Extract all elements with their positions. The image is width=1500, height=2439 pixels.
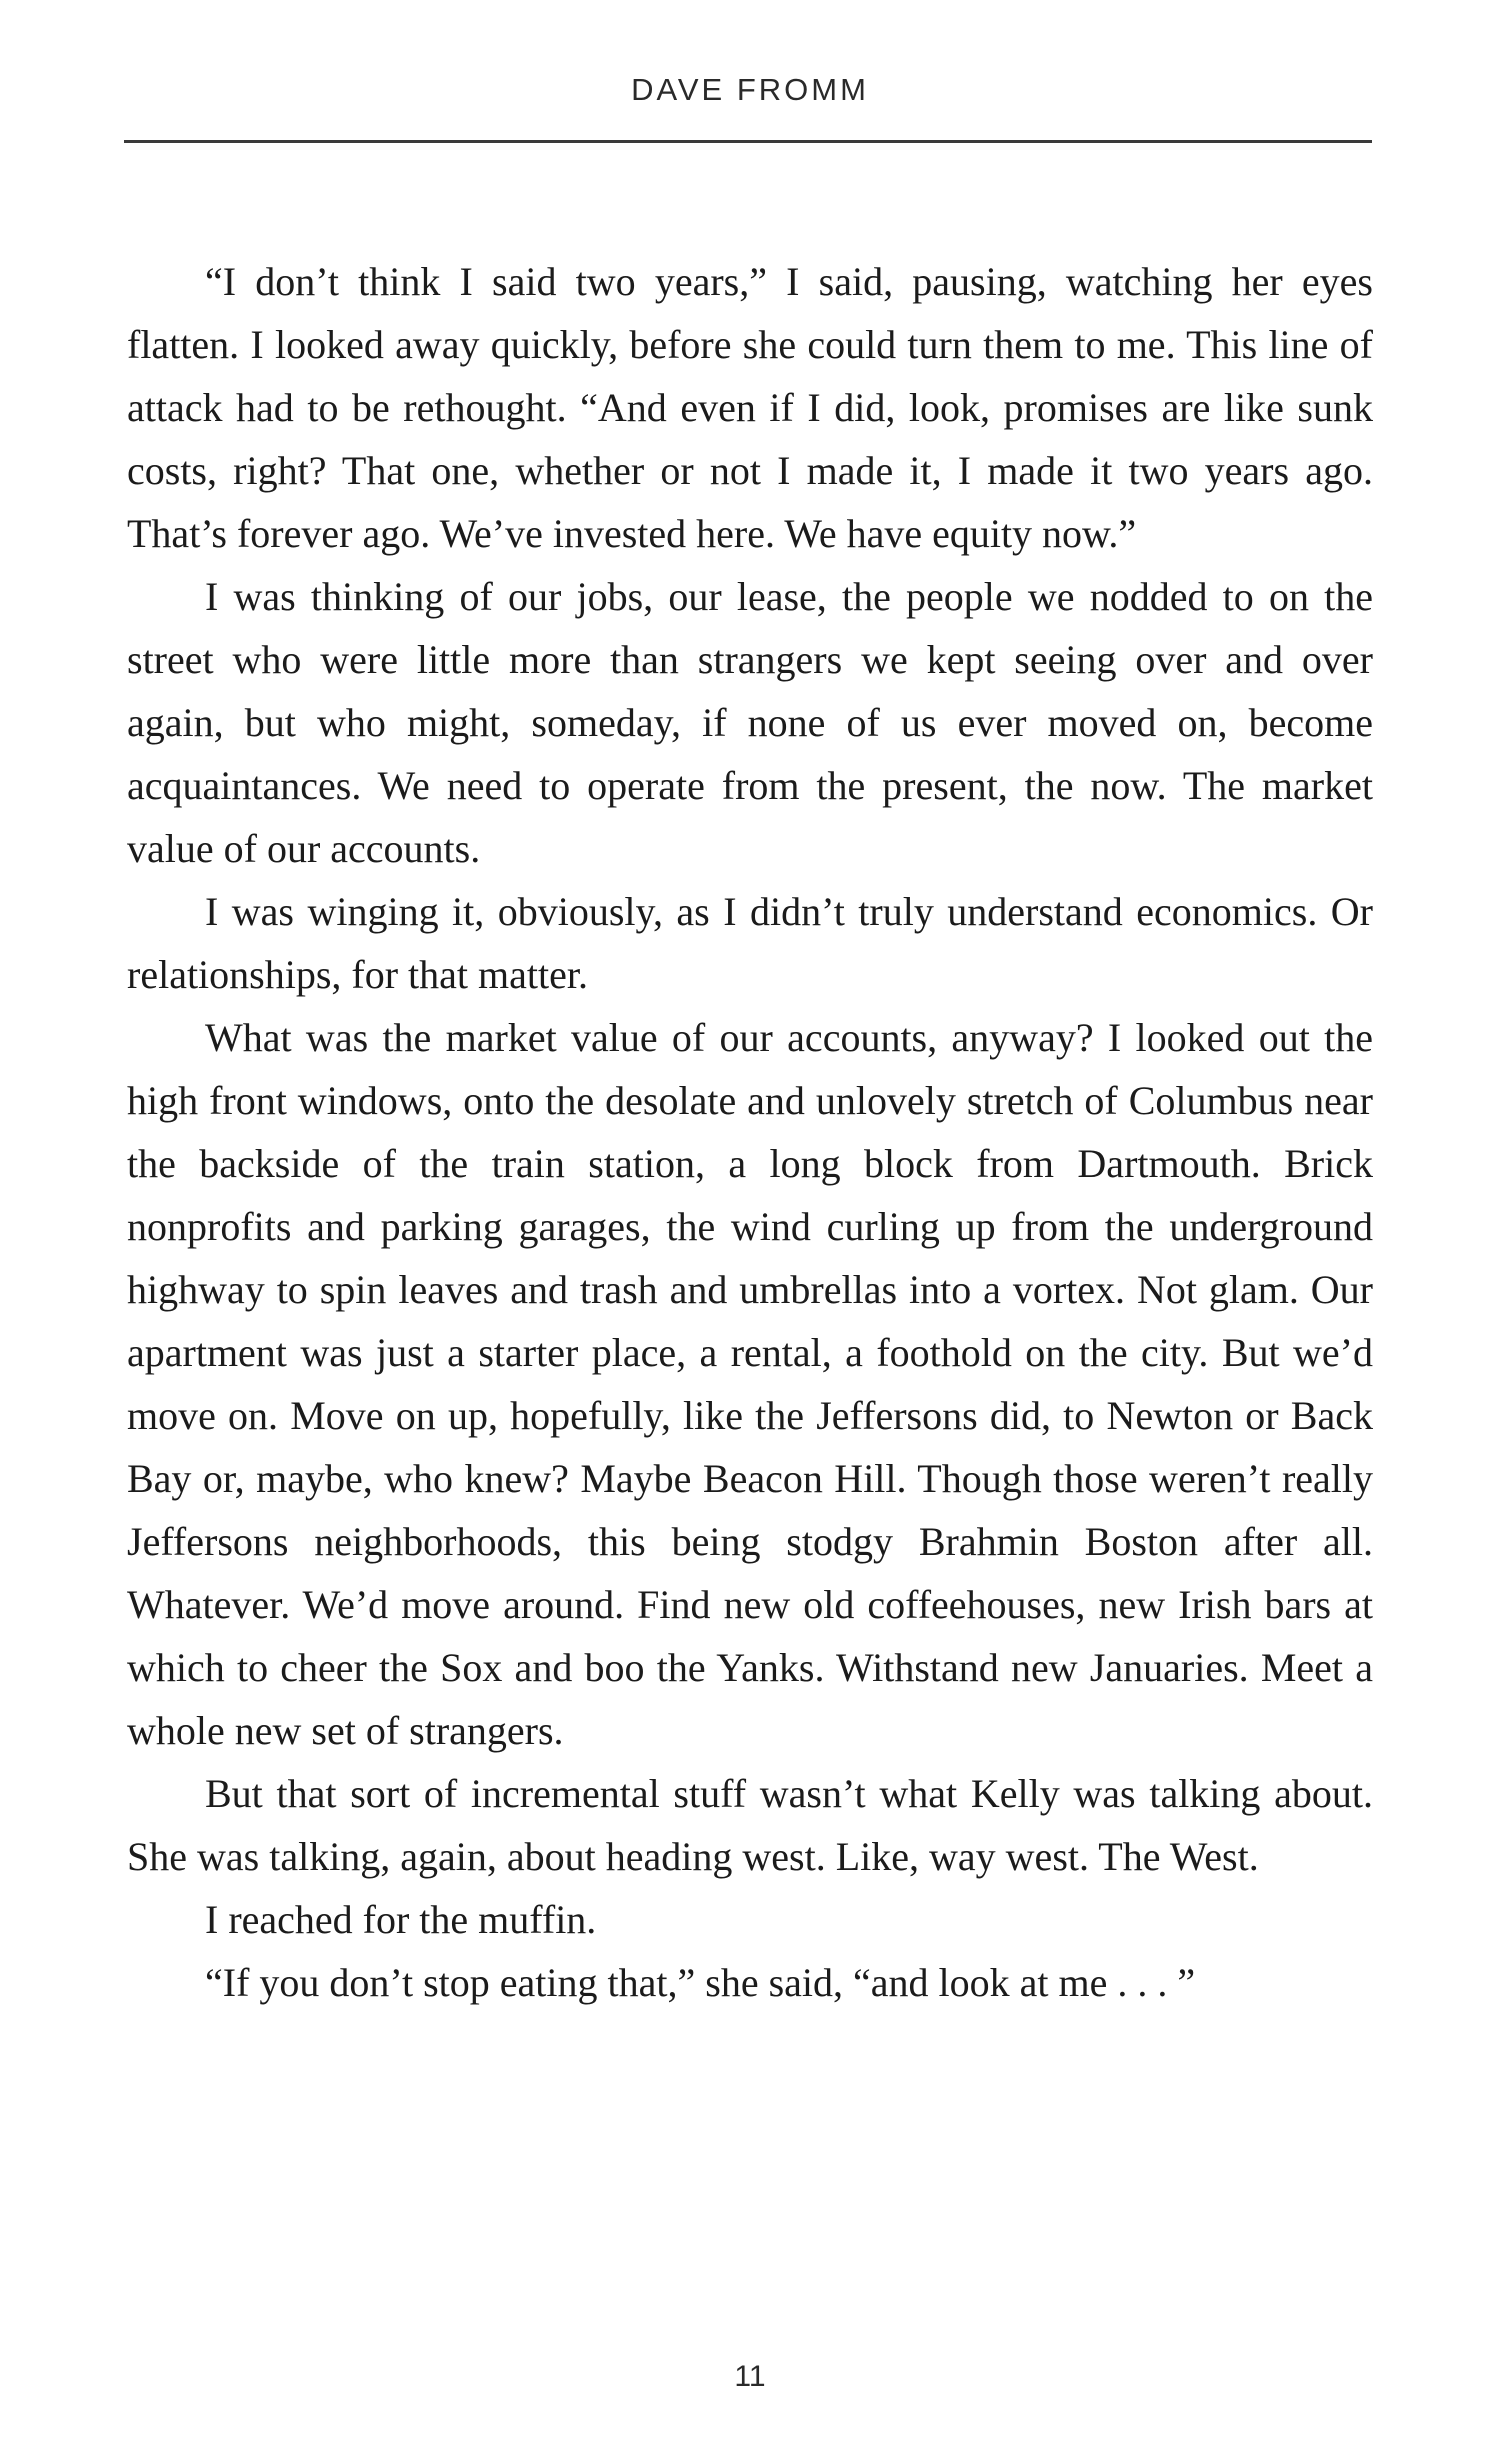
paragraph: What was the market value of our accounts, anyway? I looked out the high front windows, onto the desolate and unlovely stretch of Columbus near the backside of the train station, a long block from Dartmouth. Brick nonprofits and parking garages, the wind curling up from the underground highway to spin leaves and trash and umbrellas into a vortex. Not glam. Our apartment was just a starter place, a rental, a foothold on the city. But we’d move on. Move on up, hopefully, like the Jeffersons did, to Newton or Back Bay or, maybe, who knew? Maybe Beacon Hill. Though those weren’t really Jeffersons neighborhoods, this being stodgy Brahmin Boston after all. Whatever. We’d move around. Find new old coffeehouses, new Irish bars at which to cheer the Sox and boo the Yanks. Withstand new Januaries. Meet a whole new set of strangers. xyxy=(127,1015,1373,1753)
paragraph: “If you don’t stop eating that,” she said, “and look at me . . . ” xyxy=(205,1960,1196,2005)
paragraph: I reached for the muffin. xyxy=(205,1897,597,1942)
header-rule xyxy=(124,140,1372,143)
paragraph: I was winging it, obviously, as I didn’t truly understand economics. Or relationships, for that matter. xyxy=(127,889,1373,997)
running-head: DAVE FROMM xyxy=(631,72,869,107)
page-number: 11 xyxy=(734,2360,766,2393)
body-text xyxy=(127,250,1373,2014)
paragraph: “I don’t think I said two years,” I said, pausing, watching her eyes flatten. I looked away quickly, before she could turn them to me. This line of attack had to be rethought. “And even if I did, look, promises are like sunk costs, right? That one, whether or not I made it, I made it two years ago. That’s forever ago. We’ve invested here. We have equity now.” xyxy=(127,259,1373,556)
paragraph: I was thinking of our jobs, our lease, the people we nodded to on the street who were little more than strangers we kept seeing over and over again, but who might, someday, if none of us ever moved on, become acquaintances. We need to operate from the present, the now. The market value of our accounts. xyxy=(127,574,1373,871)
paragraph: But that sort of incremental stuff wasn’t what Kelly was talking about. She was talking, again, about heading west. Like, way west. The West. xyxy=(127,1771,1373,1879)
